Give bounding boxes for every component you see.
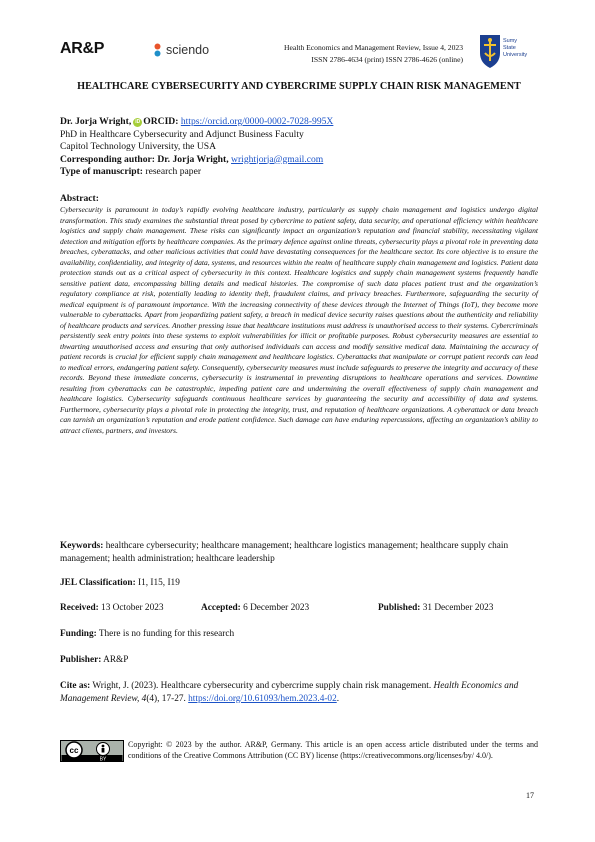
abstract-text: Cybersecurity is paramount in today’s rapidly evolving healthcare industry, particularly as supply chain management and logistics undergo digital transformation. This study examines the substantial threat posed by cybercrime to patient safety, data security, and operational efficiency within healthcare logistics and supply chain management. These risks can significantly impact an organization’s reputation and financial stability, necessitating vigilant detection and mitigation efforts by healthcare companies. As the primary defence against online threats, cybersecurity plays a pivotal role in preventing data breaches, cyberattacks, and other malicious activities that could have devastating consequences for the healthcare sector. Its core objective is to ensure the availability, confidentiality, and integrity of data, systems, and resources within the realm of healthcare supply chain management and logistics. Patient data protection stands out as a critical aspect of cybersecurity in this context. Healthcare logistics and supply chain management systems frequently handle sensitive patient data, encompassing billing details and medical histories. The compromise of such data places patient trust and the organization’s regulatory compliance at risk, potentially leading to identity theft, fraudulent claims, and privacy breaches. Furthermore, safeguarding the security of medical equipment is of paramount importance. With the increasing connectivity of these devices through the Internet of Things (IoT), they become more vulnerable to cyberattacks. Apart from jeopardizing patient safety, a breach in medical device security raises questions about the authenticity and reliability of healthcare products and services. Another pressing issue that healthcare institutions must address is unauthorised access to their systems. Cybercriminals persistently seek entry points into these systems to exploit vulnerabilities for illicit or profitable purposes. Robust cybersecurity measures are essential to thwarting unauthorised access and ensuring that only authorised individuals can access and modify sensitive medical data. Maintaining the accuracy of patient records is crucial for efficient supply chain management and healthcare logistics. Cyberattacks that manipulate or corrupt patient records can lead to medical errors, endangering patient safety. Consequently, cybersecurity measures must include safeguards to preserve the integrity and accuracy of these records. Beyond these immediate concerns, cybersecurity is instrumental in preventing disruptions to healthcare operations and services. Downtime resulting from cyberattacks can be catastrophic, impeding patient care and undermining the overall effectiveness of supply chain management and healthcare logistics. Cybersecurity safeguards continuous healthcare services by guaranteeing the security and accessibility of data and systems. Furthermore, cybersecurity plays a pivotal role in protecting the integrity, trust, and reputation of healthcare organizations. A cyberattack or data breach can tarnish an organization’s reputation and erode patient confidence. Such damage can have enduring repercussions, affecting an organization’s ability to attract clients, partners, and investors.	[60, 205, 538, 435]
received-label: Received:	[60, 603, 99, 613]
author-line	[60, 116, 538, 129]
published-date	[378, 602, 493, 615]
funding	[60, 628, 538, 641]
cite-text-2: (4), 17-27.	[146, 693, 186, 704]
paper-title: HEALTHCARE CYBERSECURITY AND CYBERCRIME SUPPLY CHAIN RISK MANAGEMENT	[77, 81, 521, 92]
uni-logo-word-2: State	[503, 45, 516, 51]
author-name: Dr. Jorja Wright,	[60, 116, 132, 127]
citation	[60, 680, 538, 705]
doi-link[interactable]: https://doi.org/10.61093/hem.2023.4-02	[188, 693, 337, 704]
license-text: Copyright: © 2023 by the author. AR&P, Germany. This article is an open access article distributed under the terms and conditions of the Creative Commons Attribution (CC BY) license (https://creativecommons.org/licenses/by/ 4.0/).	[128, 740, 538, 760]
accepted-value: 6 December 2023	[243, 603, 310, 613]
uni-logo-word-1: Sumy	[503, 38, 518, 44]
journal-line: Health Economics and Management Review, Issue 4, 2023	[284, 43, 463, 52]
cc-badge-text: cc	[69, 746, 79, 755]
cite-text-1: Wright, J. (2023). Healthcare cybersecurity and cybercrime supply chain risk management.	[92, 681, 432, 691]
cc-by-badge[interactable]	[60, 740, 124, 762]
jel-classification	[60, 577, 538, 590]
funding-label: Funding:	[60, 629, 97, 639]
received-date	[60, 602, 164, 615]
abstract-heading: Abstract:	[60, 193, 99, 204]
arp-logo: AR&P	[60, 40, 105, 57]
sciendo-wordmark: sciendo	[166, 43, 210, 57]
email-link[interactable]: wrightjorja@gmail.com	[231, 153, 324, 165]
keywords-label: Keywords:	[60, 541, 104, 551]
affiliation-2: Capitol Technology University, the USA	[60, 141, 217, 152]
orcid-icon[interactable]: iD	[135, 119, 141, 125]
received-value: 13 October 2023	[101, 603, 164, 613]
sciendo-logo	[152, 43, 209, 57]
by-badge-text: BY	[99, 756, 107, 762]
manuscript-type-value: research paper	[145, 166, 202, 177]
journal-info	[240, 42, 463, 66]
sciendo-icon	[152, 43, 163, 57]
cite-text-3: .	[336, 693, 340, 704]
manuscript-type	[60, 166, 538, 179]
cite-journal: Health Economics and Management Review, 4	[60, 681, 519, 704]
author-block	[60, 116, 538, 179]
keywords-text: healthcare cybersecurity; healthcare management; healthcare logistics management; healthcare supply chain management; health administration; healthcare leadership	[60, 541, 509, 564]
affiliation-1: PhD in Healthcare Cybersecurity and Adjunct Business Faculty	[60, 128, 304, 140]
accepted-date	[201, 602, 309, 615]
corresponding-label: Corresponding author: Dr. Jorja Wright,	[60, 153, 229, 165]
cite-label: Cite as:	[60, 681, 91, 691]
publisher-label: Publisher:	[60, 655, 102, 665]
uni-logo-word-3: University	[503, 52, 528, 58]
manuscript-type-label: Type of manuscript:	[60, 166, 143, 177]
accepted-label: Accepted:	[201, 603, 241, 613]
license-block	[60, 740, 538, 762]
jel-text: I1, I15, I19	[138, 578, 180, 588]
published-value: 31 December 2023	[422, 603, 494, 613]
university-logo	[478, 31, 538, 71]
orcid-link[interactable]: https://orcid.org/0000-0002-7028-995X	[180, 116, 334, 127]
orcid-label: ORCID:	[143, 116, 179, 127]
issn-line: ISSN 2786-4634 (print) ISSN 2786-4626 (online)	[311, 55, 463, 64]
keywords	[60, 540, 538, 565]
publisher	[60, 654, 538, 667]
page-number: 17	[526, 791, 534, 800]
published-label: Published:	[378, 603, 421, 613]
funding-text: There is no funding for this research	[98, 629, 235, 639]
corresponding-line	[60, 154, 538, 167]
publisher-text: AR&P	[103, 655, 129, 665]
jel-label: JEL Classification:	[60, 578, 136, 588]
